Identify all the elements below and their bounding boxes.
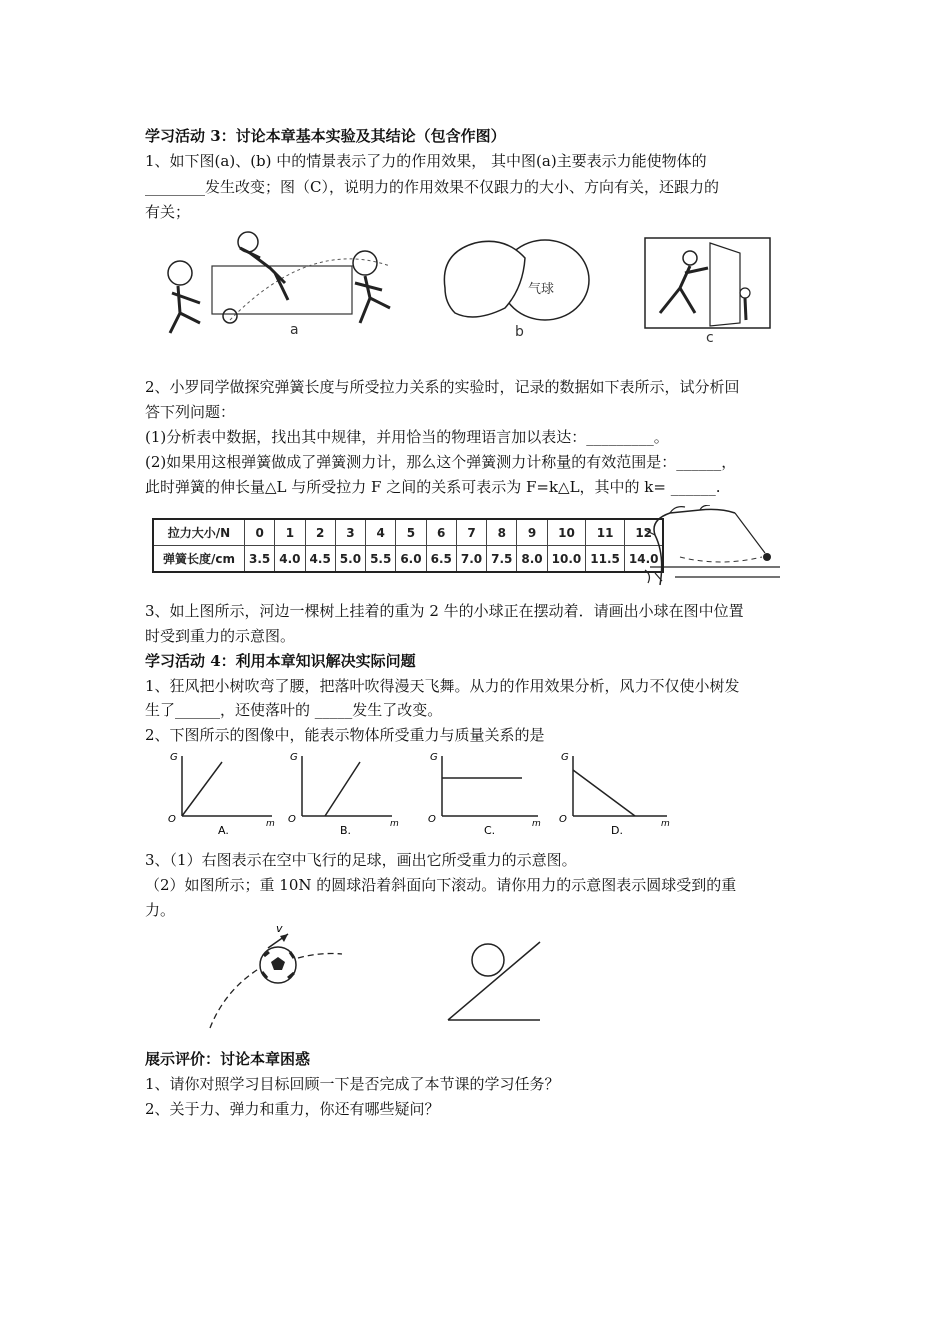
swing-path [680, 557, 762, 562]
option-label: B. [340, 824, 352, 837]
x-axis-label: m [661, 819, 670, 829]
axes [442, 756, 538, 816]
figure-b-balloon [435, 228, 595, 348]
force-header: 拉力大小/N [153, 519, 245, 546]
a4-q1-line1: 1、狂风把小树吹弯了腰，把落叶吹得漫天飞舞。从力的作用效果分析，风力不仅使小树发 [145, 677, 740, 695]
door-frame [645, 238, 770, 328]
flying-football-figure [200, 920, 350, 1032]
a3-q2-line1: 2、小罗同学做探究弹簧长度与所受拉力关系的实验时，记录的数据如下表所示，试分析回 [145, 378, 740, 396]
force-cell: 1 [275, 519, 305, 546]
figure-a-soccer [150, 228, 415, 348]
length-cell: 8.0 [517, 546, 547, 573]
force-cell: 5 [396, 519, 426, 546]
a4-q3-line1: 3、（1）右图表示在空中飞行的足球，画出它所受重力的示意图。 [145, 851, 577, 869]
tree-pendulum-figure [640, 505, 785, 587]
a3-q2-line4: (2)如果用这根弹簧做成了弹簧测力计，那么这个弹簧测力计称量的有效范围是：______， [145, 453, 737, 471]
a3-q2-line2: 答下列问题： [145, 403, 236, 421]
option-label: C. [484, 824, 496, 837]
figure-a-label: a [290, 322, 299, 338]
ball-icon [223, 309, 237, 323]
origin-label: O [559, 814, 567, 825]
kicker-body [170, 286, 200, 333]
pendulum-ball [763, 553, 771, 561]
force-cell: 9 [517, 519, 547, 546]
player3-head [353, 251, 377, 275]
player3-body [355, 276, 390, 323]
activity3-heading: 学习活动 3：讨论本章基本实验及其结论（包含作图） [145, 127, 506, 145]
a3-q2-line5: 此时弹簧的伸长量△L 与所受拉力 F 之间的关系可表示为 F=k△L，其中的 k= ______. [145, 478, 721, 496]
option-label: A. [218, 824, 229, 837]
figure-c-label: c [706, 330, 714, 346]
length-cell: 5.0 [335, 546, 365, 573]
goalie-body [240, 248, 288, 300]
table-row-length [153, 546, 663, 573]
origin-label: O [428, 814, 436, 825]
ball-on-incline-figure [440, 930, 550, 1025]
x-axis-label: m [266, 819, 275, 829]
graph-option-d [555, 748, 675, 838]
length-cell: 5.5 [366, 546, 396, 573]
length-cell: 6.0 [396, 546, 426, 573]
a3-q3-line2: 时受到重力的示意图。 [145, 627, 296, 645]
kicker-head [168, 261, 192, 285]
force-cell: 0 [245, 519, 275, 546]
graph-line [573, 770, 635, 816]
pendulum-string [735, 513, 765, 553]
y-axis-label: G [430, 752, 438, 763]
a4-q3-line2: （2）如图所示；重 10N 的圆球沿着斜面向下滚动。请你用力的示意图表示圆球受到的重 [145, 876, 737, 894]
hand-shape [444, 241, 525, 317]
length-cell: 7.5 [487, 546, 517, 573]
force-cell: 8 [487, 519, 517, 546]
y-axis-label: G [170, 752, 178, 763]
a3-q2-line3: (1)分析表中数据，找出其中规律，并用恰当的物理语言加以表达：_________。 [145, 428, 669, 446]
figure-b-label: b [515, 324, 524, 340]
y-axis-label: G [290, 752, 298, 763]
force-cell: 2 [305, 519, 335, 546]
force-cell: 3 [335, 519, 365, 546]
a3-q1-line1: 1、如下图(a)、(b) 中的情景表示了力的作用效果， 其中图(a)主要表示力能使物体的 [145, 152, 707, 170]
grass-marks [645, 570, 662, 583]
a3-q1-line2: ________发生改变；图（C），说明力的作用效果不仅跟力的大小、方向有关，还跟力的 [145, 178, 719, 196]
length-cell: 4.0 [275, 546, 305, 573]
axes [573, 756, 667, 816]
x-axis-label: m [390, 819, 399, 829]
force-cell: 4 [366, 519, 396, 546]
child-head [740, 288, 750, 298]
length-cell: 7.0 [456, 546, 486, 573]
length-cell: 14.0 [624, 546, 663, 573]
door-panel [710, 243, 740, 326]
tree-trunk [654, 509, 735, 585]
a4-q2-line1: 2、下图所示的图像中，能表示物体所受重力与质量关系的是 [145, 726, 545, 744]
balloon-label: 气球 [528, 282, 555, 297]
length-header: 弹簧长度/cm [153, 546, 245, 573]
length-cell: 3.5 [245, 546, 275, 573]
graph-option-a [160, 748, 275, 838]
length-cell: 11.5 [586, 546, 625, 573]
review-q2: 2、关于力、弹力和重力，你还有哪些疑问？ [145, 1100, 440, 1118]
x-axis-label: m [532, 819, 541, 829]
velocity-label: v [276, 922, 283, 935]
origin-label: O [168, 814, 176, 825]
axes [302, 756, 392, 816]
a3-q3-line1: 3、如上图所示，河边一棵树上挂着的重为 2 牛的小球正在摆动着．请画出小球在图中位置 [145, 602, 744, 620]
graph-option-b [280, 748, 400, 838]
length-cell: 4.5 [305, 546, 335, 573]
incline-shape [448, 942, 540, 1020]
axes [182, 756, 272, 816]
child-body [745, 298, 746, 320]
a4-q3-line3: 力。 [145, 901, 176, 919]
pusher-body [660, 266, 708, 313]
graph-line [325, 762, 360, 816]
option-label: D. [611, 824, 623, 837]
pusher-head [683, 251, 697, 265]
a4-q1-line2: 生了______，还使落叶的 _____发生了改变。 [145, 701, 443, 719]
length-cell: 10.0 [547, 546, 586, 573]
force-cell: 7 [456, 519, 486, 546]
graph-line [182, 762, 222, 816]
incline-ball [472, 944, 504, 976]
origin-label: O [288, 814, 296, 825]
figure-c-door [640, 228, 780, 348]
trajectory-before [210, 968, 260, 1028]
a3-q1-line3: 有关； [145, 203, 191, 221]
force-cell: 10 [547, 519, 586, 546]
table-row-force [153, 519, 663, 546]
force-cell: 12 [624, 519, 663, 546]
graph-option-c [420, 748, 545, 838]
force-cell: 6 [426, 519, 456, 546]
trajectory-after [298, 954, 342, 959]
spring-data-table [152, 518, 664, 573]
activity4-heading: 学习活动 4：利用本章知识解决实际问题 [145, 652, 416, 670]
force-cell: 11 [586, 519, 625, 546]
review-heading: 展示评价：讨论本章困惑 [145, 1050, 311, 1068]
length-cell: 6.5 [426, 546, 456, 573]
riverbank-lines [650, 567, 780, 577]
review-q1: 1、请你对照学习目标回顾一下是否完成了本节课的学习任务？ [145, 1075, 560, 1093]
y-axis-label: G [561, 752, 569, 763]
